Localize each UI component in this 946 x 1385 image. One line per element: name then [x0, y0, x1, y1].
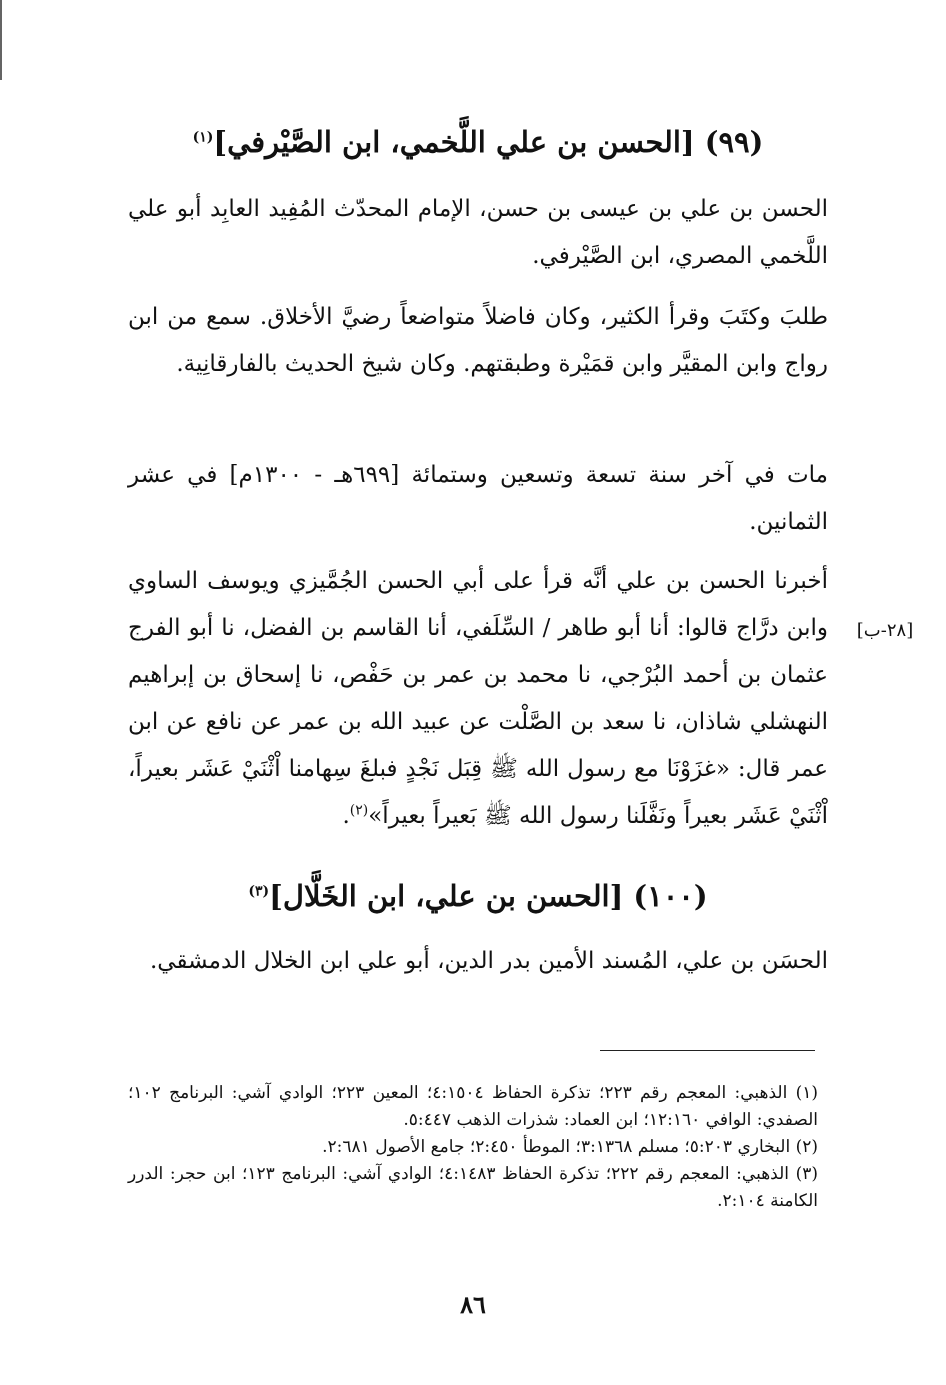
footnote-separator [600, 1050, 815, 1051]
footnote-ref-2: (٢) [349, 802, 369, 819]
footnote-3: (٣) الذهبي: المعجم رقم ٢٢٢؛ تذكرة الحفاظ ٤:١٤٨٣؛ الوادي آشي: البرنامج ١٢٣؛ ابن حجر: الدرر الكامنة ٢:١٠٤. [128, 1164, 818, 1211]
scan-edge-mark [0, 0, 6, 80]
footnotes [128, 1080, 818, 1215]
entry-99-hadith-text: أخبرنا الحسن بن علي أنَّه قرأ على أبي الحسن الجُمَّيزي ويوسف الساوي وابن درَّاج قالوا: أنا أبو طاهر / السِّلَفي، أنا القاسم بن الفضل، نا أبو الفرج عثمان بن أحمد البُرْجي، نا محمد بن عمر بن حَفْص، نا إسحاق بن إبراهيم النهشلي شاذان، نا سعد بن الصَّلْت عن عبيد الله بن عمر عن نافع عن ابن عمر قال: «غزَوْنَا مع رسول الله ﷺ قِبَل نَجْدٍ فبلغَ سِهامنا اْثْنَيْ عَشَر بعيراً، اْثْنَيْ عَشَر بعيراً ونَفَّلَنا رسول الله ﷺ بَعيراً بعيراً» [128, 568, 828, 829]
entry-heading-100 [128, 876, 828, 916]
entry-99-hadith [128, 558, 828, 840]
footnote-ref-1: (١) [192, 129, 214, 146]
entry-heading-99-text: (٩٩) [الحسن بن علي اللَّخمي، ابن الصَّيْرفي] [213, 125, 764, 159]
entry-heading-99 [128, 122, 828, 162]
entry-heading-100-text: (١٠٠) [الحسن بن علي، ابن الخَلَّال] [269, 879, 708, 913]
entry-100-intro: الحسَن بن علي، المُسند الأمين بدر الدين، أبو علي ابن الخلال الدمشقي. [149, 948, 828, 974]
footnote-1: (١) الذهبي: المعجم رقم ٢٢٣؛ تذكرة الحفاظ ٤:١٥٠٤؛ المعين ٢٢٣؛ الوادي آشي: البرنامج ١٠٢؛ الصفدي: الوافي ١٢:١٦٠؛ ابن العماد: شذرات الذهب ٥:٤٤٧. [128, 1083, 819, 1130]
entry-99-death: مات في آخر سنة تسعة وتسعين وستمائة [٦٩٩هـ - ١٣٠٠م] في عشر الثمانين. [128, 462, 828, 535]
entry-99-intro: الحسن بن علي بن عيسى بن حسن، الإمام المحدّث المُفِيد العابِد أبو علي اللَّخمي المصري، ابن الصَّيْرفي. [128, 196, 828, 269]
manuscript-folio-note: [٢٨-ب] [856, 620, 914, 641]
entry-99-hadith-end: . [342, 803, 350, 829]
footnote-2: (٢) البخاري ٥:٢٠٣؛ مسلم ٣:١٣٦٨؛ الموطأ ٢:٤٥٠؛ جامع الأصول ٢:٦٨١. [322, 1137, 818, 1157]
entry-99-biography: طلبَ وكتَبَ وقرأ الكثير، وكان فاضلاً متواضعاً رضيَّ الأخلاق. سمع من ابن رواج وابن المقيَّر وابن قمَيْرة وطبقتهم. وكان شيخ الحديث بالفارقانِية. [128, 304, 828, 377]
page-number: ٨٦ [460, 1290, 486, 1319]
footnote-ref-3: (٣) [248, 883, 270, 900]
